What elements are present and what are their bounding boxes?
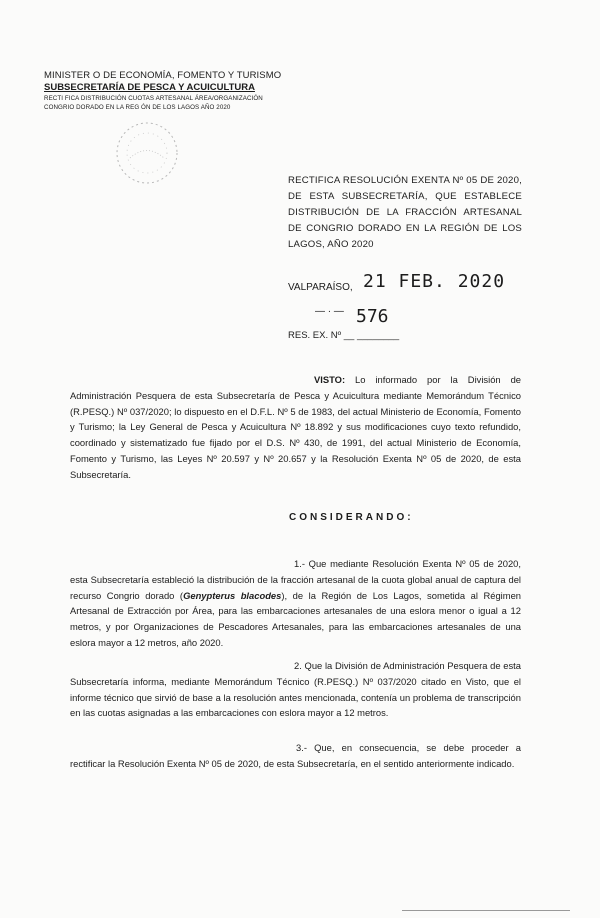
p1-text-after: ), de la Región de Los Lagos, sometida al Régimen Artesanal de Extracción por Área, para las embarcaciones artesanales de una eslora menor o igual a 12 metros, y por Organizaciones de Pescadores Artesanales, para las embarcaciones artesanales de una eslora mayor a 12 metros, año 2020. (70, 589, 521, 648)
signature-line (402, 910, 570, 911)
stamped-date: 21 FEB. 2020 (363, 271, 506, 292)
considerando-paragraph-3: 3.- Que, en consecuencia, se debe proceder a rectificar la Resolución Exenta Nº 05 de 2020, de esta Subsecretaría, en el sentido anteriormente indicado. (70, 742, 521, 769)
resolution-number: 576 (356, 306, 389, 327)
reference-line-1: RECTI FICA DISTRIBUCIÓN CUOTAS ARTESANAL ÁREA/ORGANIZACIÓN (44, 95, 263, 102)
p1-text-before: 1.- Que mediante Resolución Exenta Nº 05 de 2020, esta Subsecretaría estableció la distribución de la fracción artesanal de la cuota global anual de captura del recurso Congrio dorado ( (70, 558, 521, 601)
resolution-number-label: RES. EX. Nº __ ________ (288, 330, 400, 341)
resolution-subject: RECTIFICA RESOLUCIÓN EXENTA Nº 05 DE 2020, DE ESTA SUBSECRETARÍA, QUE ESTABLECE DISTRIBUCIÓN DE LA FRACCIÓN ARTESANAL DE CONGRIO DORADO EN LA REGIÓN DE LOS LAGOS, AÑO 2020 (288, 175, 522, 250)
visto-heading: VISTO: (314, 374, 346, 385)
considerando-heading: CONSIDERANDO: (289, 512, 414, 523)
subsecretaria-name: SUBSECRETARÍA DE PESCA Y ACUICULTURA (44, 82, 255, 93)
considerando-paragraph-2: 2. Que la División de Administración Pesquera de esta Subsecretaría informa, mediante Memorándum Técnico (R.PESQ.) Nº 037/2020 citado en Visto, que el informe técnico que sirvió de base a la resolución antes mencionada, contenía un problema de transcripción en las cuotas asignadas a las embarcaciones con eslora mayor a 12 metros. (70, 660, 521, 719)
visto-text: Lo informado por la División de Administración Pesquera de esta Subsecretaría de Pesca y Acuicultura mediante Memorándum Técnico (R.PESQ.) Nº 037/2020; lo dispuesto en el D.F.L. Nº 5 de 1983, del actual Ministerio de Economía, Fomento y Turismo; la Ley General de Pesca y Acuicultura Nº 18.892 y sus modificaciones cuyo texto refundido, coordinado y sistematizado fue fijado por el D.S. Nº 430, de 1991, del actual Ministerio de Economía, Fomento y Turismo, las Leyes Nº 20.597 y Nº 20.657 y la Resolución Exenta Nº 05 de 2020, de esta Subsecretaría. (70, 374, 521, 480)
faded-stamp-seal (112, 118, 182, 188)
ministry-name: MINISTER O DE ECONOMÍA, FOMENTO Y TURISMO (44, 70, 282, 81)
letterhead (44, 70, 294, 112)
visto-paragraph (70, 372, 521, 483)
city: VALPARAÍSO, (288, 282, 353, 293)
considerando-paragraph-1 (70, 556, 521, 651)
reference-line-2: CONGRIO DORADO EN LA REG ÓN DE LOS LAGOS AÑO 2020 (44, 104, 231, 111)
species-name: Genypterus blacodes (183, 589, 282, 601)
number-dash-mark: — · — (315, 306, 344, 317)
